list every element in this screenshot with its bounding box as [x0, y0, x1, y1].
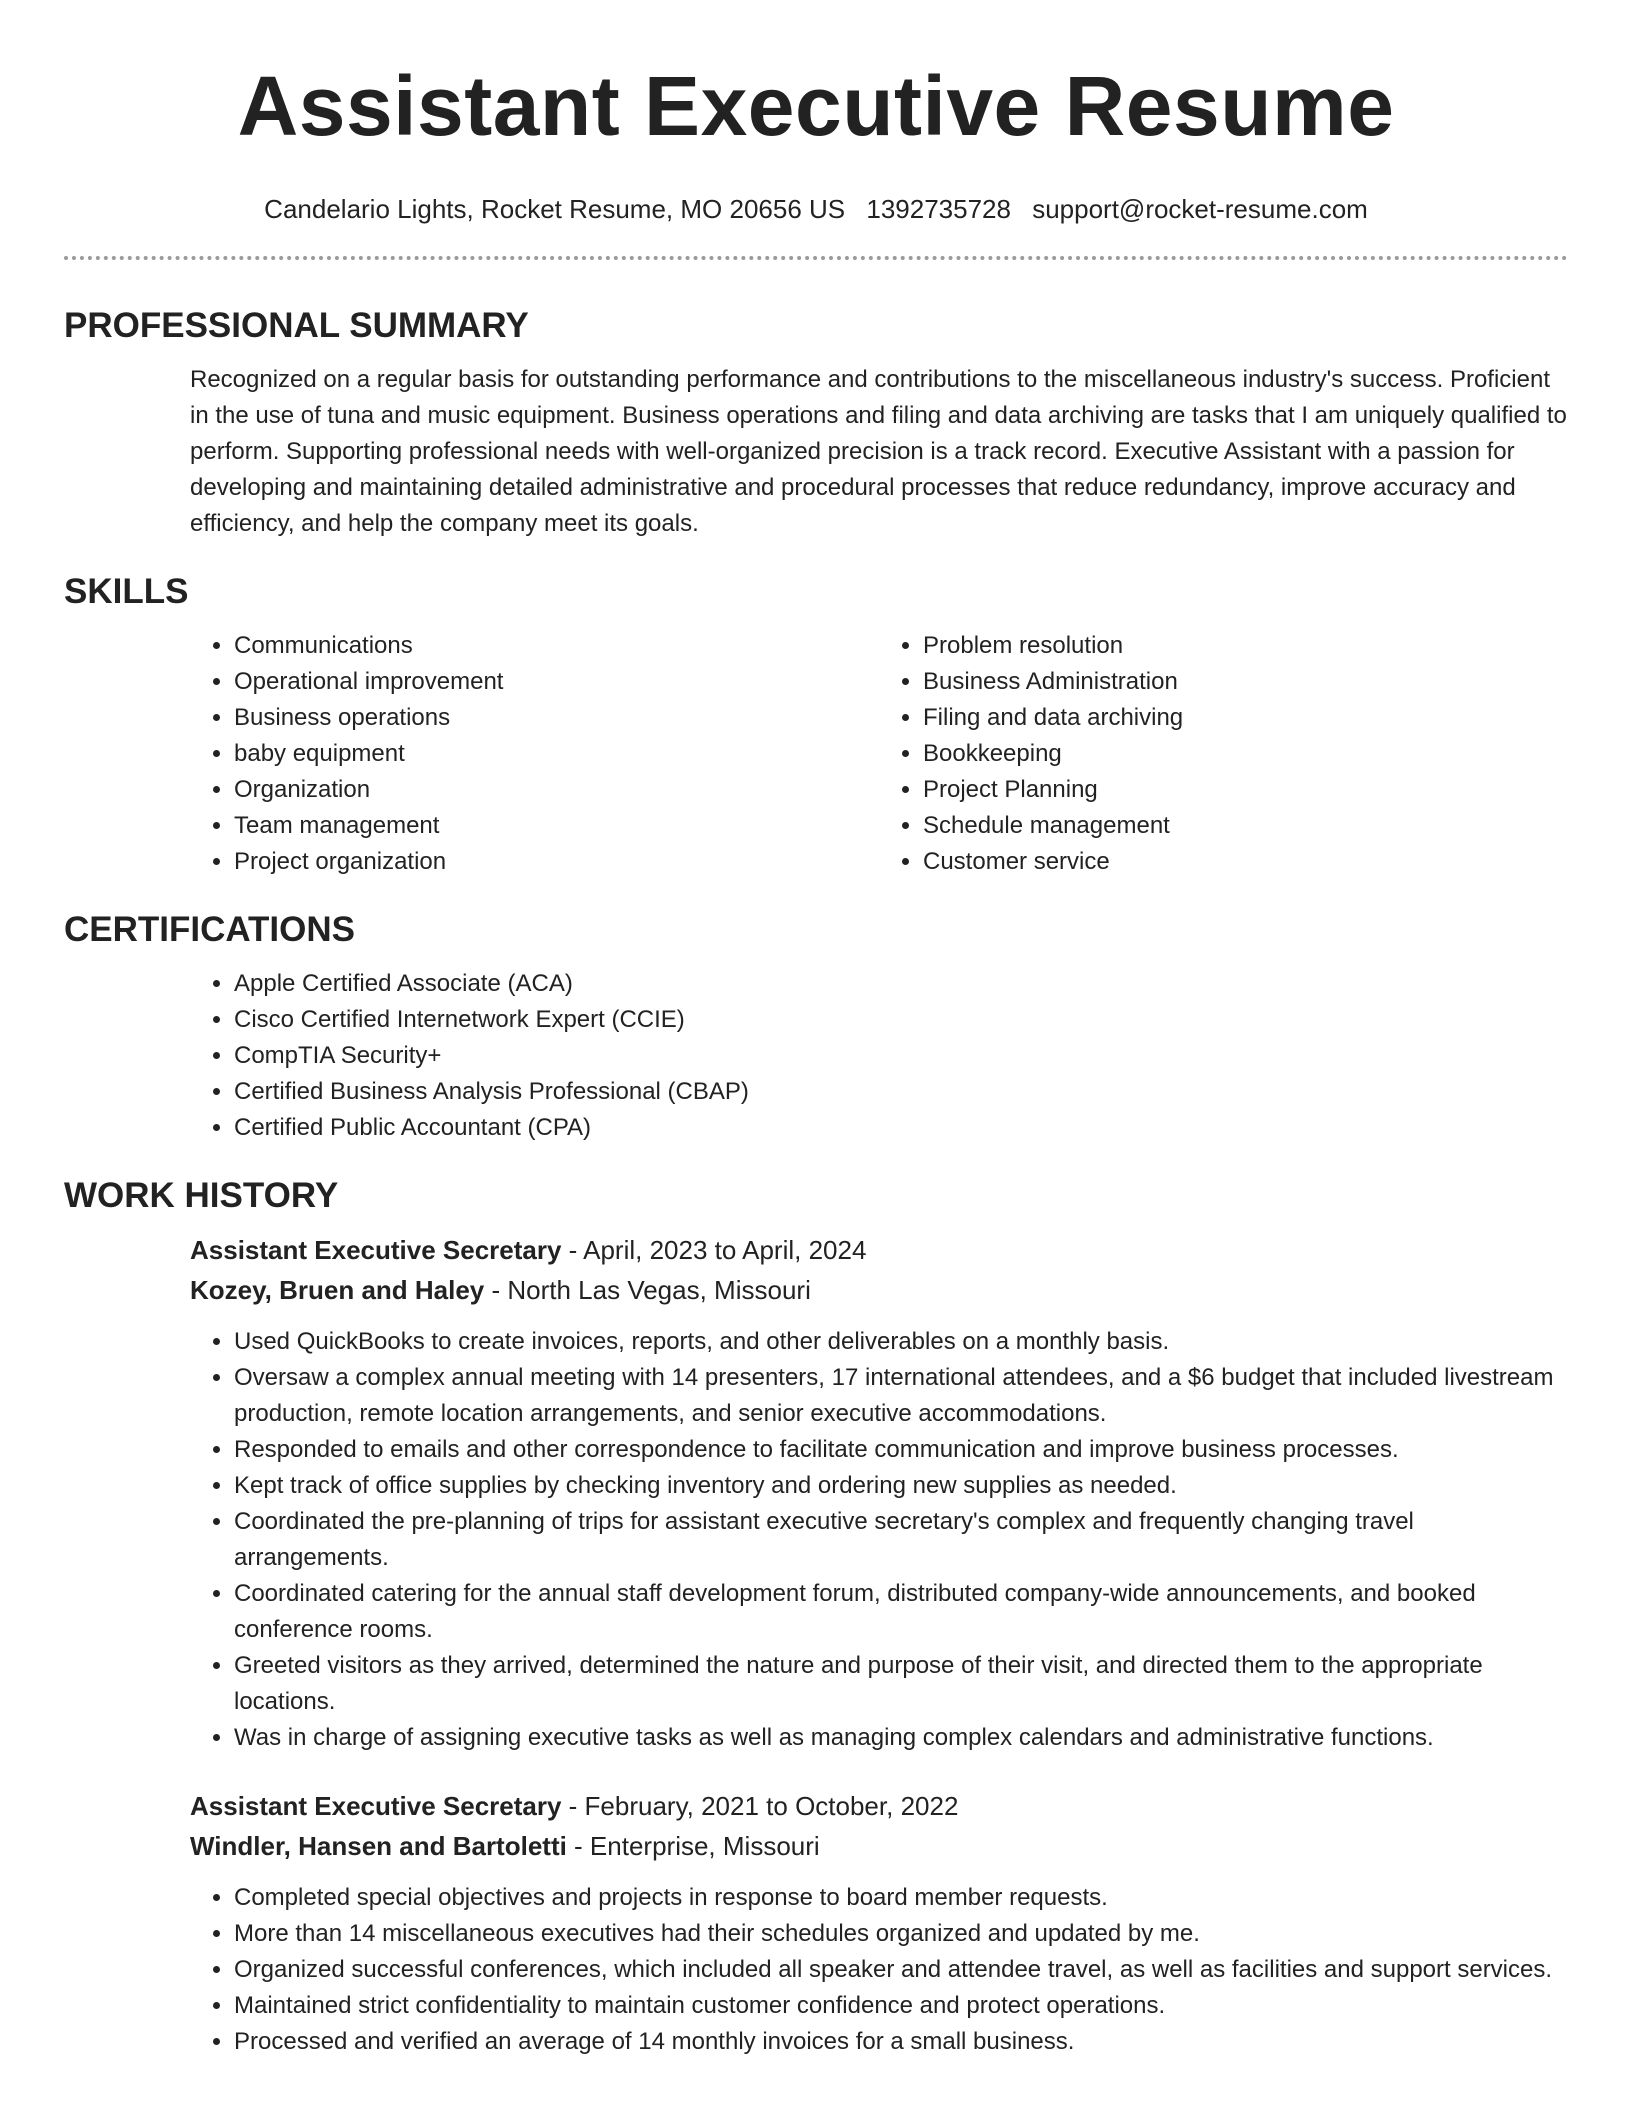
skill-item: • Communications	[234, 628, 879, 664]
contact-line	[64, 192, 1568, 226]
skill-item: • Project Planning	[923, 772, 1568, 808]
certifications-body	[64, 966, 1568, 1146]
job-bullet: • Completed special objectives and projects in response to board member requests.	[234, 1880, 1568, 1916]
skill-item: • Schedule management	[923, 808, 1568, 844]
summary-heading: PROFESSIONAL SUMMARY	[64, 306, 529, 345]
job-bullet: • Responded to emails and other correspondence to facilitate communication and improve business processes.	[234, 1432, 1568, 1468]
job-entry	[64, 1230, 1568, 1756]
job-bullets	[190, 1880, 1568, 2060]
certification-item: • Cisco Certified Internetwork Expert (CCIE)	[234, 1002, 1568, 1038]
certifications-heading: CERTIFICATIONS	[64, 910, 356, 949]
job-bullet: • Coordinated the pre-planning of trips for assistant executive secretary's complex and frequently changing travel arrangements.	[234, 1504, 1568, 1576]
job-location: - Enterprise, Missouri	[566, 1831, 820, 1861]
skill-item: • Operational improvement	[234, 664, 879, 700]
job-dates: - February, 2021 to October, 2022	[561, 1791, 959, 1821]
skill-item: • Team management	[234, 808, 879, 844]
skill-item: • Filing and data archiving	[923, 700, 1568, 736]
contact-email: support@rocket-resume.com	[1032, 194, 1368, 224]
job-bullet: • Coordinated catering for the annual staff development forum, distributed company-wide announcements, and booked conference rooms.	[234, 1576, 1568, 1648]
job-bullet: • Organized successful conferences, which included all speaker and attendee travel, as well as facilities and support services.	[234, 1952, 1568, 1988]
skills-list-left	[190, 628, 879, 880]
skill-item: • Business operations	[234, 700, 879, 736]
job-company: Windler, Hansen and Bartoletti	[190, 1831, 567, 1861]
skill-item: • Organization	[234, 772, 879, 808]
job-company-line	[190, 1826, 1568, 1866]
job-title: Assistant Executive Secretary	[190, 1791, 562, 1821]
skills-grid	[64, 628, 1568, 880]
header-divider	[64, 256, 1568, 260]
job-title-line	[190, 1786, 1568, 1826]
work-history-section	[64, 1174, 1568, 2060]
job-bullets	[190, 1324, 1568, 1756]
skills-heading: SKILLS	[64, 572, 189, 611]
job-bullet: • Greeted visitors as they arrived, determined the nature and purpose of their visit, and directed them to the appropriate locations.	[234, 1648, 1568, 1720]
job-company: Kozey, Bruen and Haley	[190, 1275, 485, 1305]
skills-section	[64, 570, 1568, 880]
contact-phone: 1392735728	[866, 194, 1011, 224]
job-bullet: • Processed and verified an average of 14 monthly invoices for a small business.	[234, 2024, 1568, 2060]
work-history-heading: WORK HISTORY	[64, 1176, 339, 1215]
skill-item: • Bookkeeping	[923, 736, 1568, 772]
page-title: Assistant Executive Resume	[237, 59, 1395, 153]
job-entry	[64, 1786, 1568, 2060]
certification-item: • CompTIA Security+	[234, 1038, 1568, 1074]
job-dates: - April, 2023 to April, 2024	[561, 1235, 867, 1265]
certification-item: • Certified Public Accountant (CPA)	[234, 1110, 1568, 1146]
job-location: - North Las Vegas, Missouri	[484, 1275, 811, 1305]
job-title-line	[190, 1230, 1568, 1270]
skills-list-right	[879, 628, 1568, 880]
certifications-section	[64, 908, 1568, 1146]
job-bullet: • Kept track of office supplies by checking inventory and ordering new supplies as needed.	[234, 1468, 1568, 1504]
job-bullet: • Was in charge of assigning executive tasks as well as managing complex calendars and administrative functions.	[234, 1720, 1568, 1756]
certification-item: • Certified Business Analysis Professional (CBAP)	[234, 1074, 1568, 1110]
skill-item: • Business Administration	[923, 664, 1568, 700]
skill-item: • Project organization	[234, 844, 879, 880]
job-bullet: • More than 14 miscellaneous executives had their schedules organized and updated by me.	[234, 1916, 1568, 1952]
skill-item: • Problem resolution	[923, 628, 1568, 664]
certifications-list	[190, 966, 1568, 1146]
summary-body	[64, 362, 1568, 542]
skill-item: • Customer service	[923, 844, 1568, 880]
skill-item: • baby equipment	[234, 736, 879, 772]
job-company-line	[190, 1270, 1568, 1310]
contact-address: Candelario Lights, Rocket Resume, MO 20656 US	[264, 194, 846, 224]
summary-section	[64, 304, 1568, 542]
summary-text: Recognized on a regular basis for outstanding performance and contributions to the miscellaneous industry's success. Proficient in the use of tuna and music equipment. Business operations and filing and data archiving are tasks that I am uniquely qualified to perform. Supporting professional needs with well-organized precision is a track record. Executive Assistant with a passion for developing and maintaining detailed administrative and procedural processes that reduce redundancy, improve accuracy and efficiency, and help the company meet its goals.	[190, 366, 1567, 537]
certification-item: • Apple Certified Associate (ACA)	[234, 966, 1568, 1002]
job-bullet: • Oversaw a complex annual meeting with 14 presenters, 17 international attendees, and a $6 budget that included livestream production, remote location arrangements, and senior executive accommodations.	[234, 1360, 1568, 1432]
job-bullet: • Maintained strict confidentiality to maintain customer confidence and protect operations.	[234, 1988, 1568, 2024]
job-bullet: • Used QuickBooks to create invoices, reports, and other deliverables on a monthly basis.	[234, 1324, 1568, 1360]
job-title: Assistant Executive Secretary	[190, 1235, 562, 1265]
